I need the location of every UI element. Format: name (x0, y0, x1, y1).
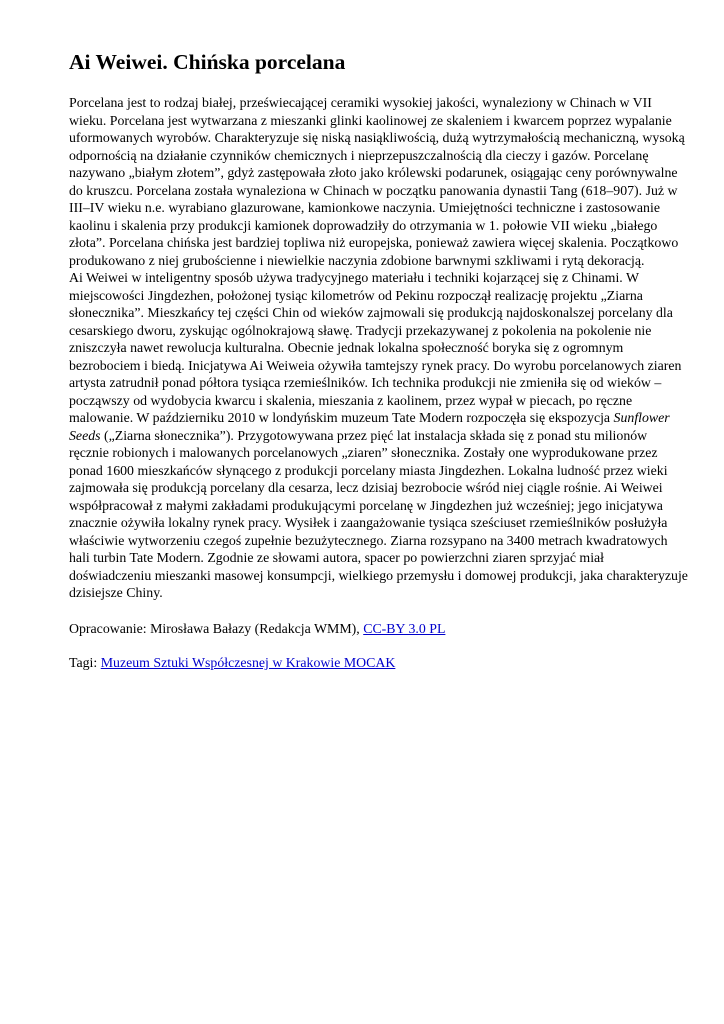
artwork-title: Sunflower Seeds (69, 410, 670, 443)
credit-line (69, 620, 689, 638)
document-page (69, 48, 689, 672)
tags-label: Tagi: (69, 655, 101, 670)
paragraph-text-part: Ai Weiwei w inteligentny sposób używa tradycyjnego materiału i techniki kojarzącej się z Chinami. W miejscowości Jingdezhen, położonej tysiąc kilometrów od Pekinu rozpoczął realizację projektu „Ziarna słonecznika”. Mieszkańcy tej części Chin od wieków zajmowali się produkcją najdoskonalszej porcelany dla cesarskiego dworu, zyskując ogólnokrajową sławę. Tradycji przekazywanej z pokolenia na pokolenie nie zniszczyła nawet rewolucja kulturalna. Obecnie jednak lokalna społeczność boryka się z ogromnym bezrobociem i biedą. Inicjatywa Ai Weiweia ożywiła tamtejszy rynek pracy. Do wyrobu porcelanowych ziaren artysta zatrudnił ponad półtora tysiąca rzemieślników. Ich technika produkcji nie zmieniła się od wieków – począwszy od wydobycia kwarcu i skalenia, mieszania z kaolinem, przez wypał w piecach, po ręczne malowanie. W październiku 2010 w londyńskim muzeum Tate Modern rozpoczęła się ekspozycja (69, 270, 682, 425)
tags-line (69, 654, 689, 672)
license-link[interactable]: CC-BY 3.0 PL (363, 620, 446, 636)
page-title: Ai Weiwei. Chińska porcelana (69, 50, 346, 74)
paragraph-porcelain-intro: Porcelana jest to rodzaj białej, przeświecającej ceramiki wysokiej jakości, wynaleziony w Chinach w VII wieku. Porcelana jest wytwarzana z mieszanki glinki kaolinowej ze skaleniem i kwarcem poprzez wypalanie uformowanych wyrobów. Charakteryzuje się niską nasiąkliwością, dużą wytrzymałością mechaniczną, wysoką odpornością na działanie czynników chemicznych i nieprzepuszczalnością dla cieczy i gazów. Porcelanę nazywano „białym złotem”, gdyż zastępowała złoto jako królewski podarunek, osiągając ceny porównywalne do kruszcu. Porcelana została wynaleziona w Chinach w początku panowania dynastii Tang (618–907). Już w III–IV wieku n.e. wyrabiano glazurowane, kamionkowe naczynia. Umiejętności techniczne i zastosowanie kaolinu i skalenia przy produkcji kamionek doprowadziły do otrzymania w 1. połowie VII wieku „białego złota”. Porcelana chińska jest bardziej topliwa niż europejska, ponieważ zawiera więcej skalenia. Początkowo produkowano z niej grubościenne i niewielkie naczynia zdobione barwnymi szkliwami i rytą dekoracją. (69, 95, 685, 268)
tag-link-mocak[interactable]: Muzeum Sztuki Współczesnej w Krakowie MOCAK (100, 655, 396, 670)
paragraph-text-part: („Ziarna słonecznika”). Przygotowywana przez pięć lat instalacja składa się z ponad stu milionów ręcznie robionych i malowanych porcelanowych „ziaren” słonecznika. Zostały one wyprodukowane przez ponad 1600 mieszkańców słynącego z produkcji porcelany miasta Jingdezhen. Lokalna ludność przez wieki zajmowała się produkcją porcelany dla cesarza, lecz dzisiaj bezrobocie wśród niej ciągle rośnie. Ai Weiwei współpracował z małymi zakładami produkującymi porcelanę w Jingdezhen już wcześniej; jego inicjatywa znacznie ożywiła lokalny rynek pracy. Wysiłek i zaangażowanie tysiąca sześciuset rzemieślników posłużyła właściwie wytworzeniu czegoś zupełnie bezużytecznego. Ziarna rozsypano na 3400 metrach kwadratowych hali turbin Tate Modern. Zgodnie ze słowami autora, spacer po powierzchni ziaren sprzyjać miał doświadczeniu mieszanki masowej konsumpcji, wielkiego przemysłu i domowej produkcji, jaka charakteryzuje dzisiejsze Chiny. (69, 427, 688, 600)
credit-label: Opracowanie: Mirosława Bałazy (Redakcja WMM), (69, 620, 364, 636)
paragraph-ai-weiwei (69, 269, 689, 602)
